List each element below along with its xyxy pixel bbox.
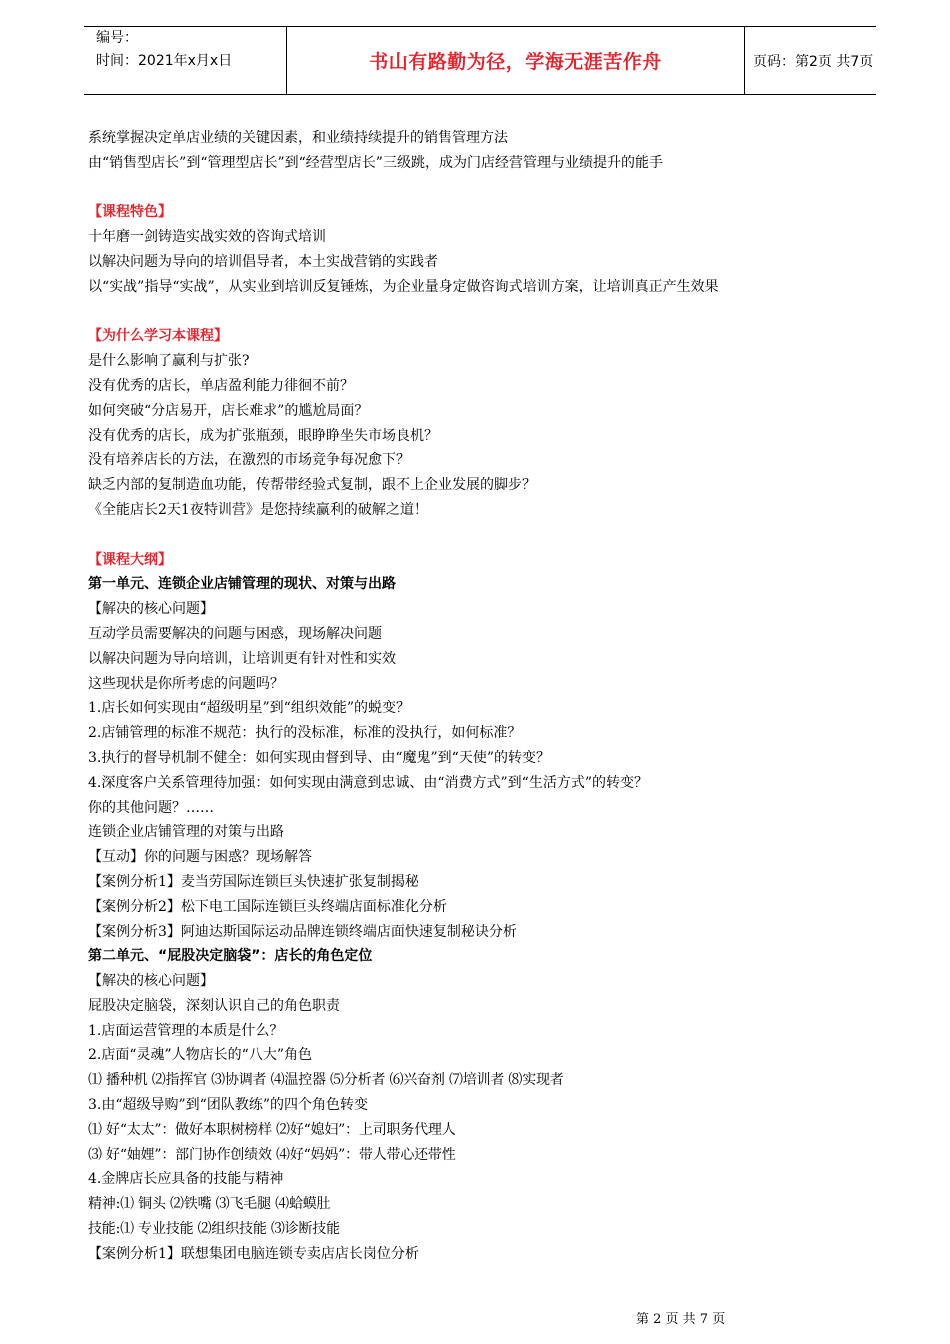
page-info: 页码：第2页 共7页 [753,53,874,70]
header-page-cell [745,27,876,94]
unit-1-line: 【案例分析3】阿迪达斯国际运动品牌连锁终端店面快速复制秘诀分析 [88,923,517,940]
unit-1-line: 这些现状是你所考虑的问题吗？ [88,675,284,692]
document-body [88,126,888,1267]
unit-2-line: 技能:⑴ 专业技能 ⑵组织技能 ⑶诊断技能 [88,1221,340,1238]
section-title-features: 【课程特色】 [88,204,172,221]
time-label: 时间：2021年x月x日 [96,53,233,69]
unit-2-line: 4.金牌店长应具备的技能与精神 [88,1171,284,1188]
unit-1-line: 以解决问题为导向培训，让培训更有针对性和实效 [88,650,396,667]
feature-line: 以解决问题为导向的培训倡导者，本土实战营销的实践者 [88,253,438,270]
why-line: 是什么影响了赢利与扩张? [88,353,250,370]
unit-2-line: 【案例分析1】联想集团电脑连锁专卖店店长岗位分析 [88,1245,419,1262]
section-title-outline: 【课程大纲】 [88,551,172,568]
unit-1-line: 互动学员需要解决的问题与困惑，现场解决问题 [88,625,382,642]
unit-2-line: 屁股决定脑袋，深刻认识自己的角色职责 [88,997,340,1014]
unit-2-line: ⑶ 好“妯娌”：部门协作创绩效 ⑷好“妈妈”：带人带心还带性 [88,1146,456,1163]
unit-2-line: ⑴ 播种机 ⑵指挥官 ⑶协调者 ⑷温控器 ⑸分析者 ⑹兴奋剂 ⑺培训者 ⑻实现者 [88,1072,564,1089]
unit-1-line: 【解决的核心问题】 [88,601,214,618]
unit-2-line: ⑴ 好“太太”：做好本职树榜样 ⑵好“媳妇”：上司职务代理人 [88,1121,456,1138]
why-line: 没有优秀的店长，单店盈利能力徘徊不前？ [88,377,354,394]
why-line: 没有培养店长的方法，在激烈的市场竞争每况愈下？ [88,452,410,469]
unit-2-line: 3.由“超级导购”到“团队教练”的四个角色转变 [88,1097,368,1114]
unit-1-line: 【案例分析1】麦当劳国际连锁巨头快速扩张复制揭秘 [88,873,419,890]
page-footer: 第 2 页 共 7 页 [636,1312,726,1327]
unit-1-line: 你的其他问题？…… [88,799,214,816]
unit-2-line: 精神:⑴ 铜头 ⑵铁嘴 ⑶飞毛腿 ⑷蛤蟆肚 [88,1196,331,1213]
unit-1-line: 【互动】你的问题与困惑？现场解答 [88,849,312,866]
why-line: 如何突破“分店易开，店长难求”的尴尬局面？ [88,402,369,419]
intro-line: 系统掌握决定单店业绩的关键因素，和业绩持续提升的销售管理方法 [88,130,508,146]
serial-label: 编号： [96,30,138,46]
intro-line: 由“销售型店长”到“管理型店长”到“经营型店长”三级跳，成为门店经营管理与业绩提升的能手 [88,154,663,171]
unit-2-line: 【解决的核心问题】 [88,973,214,990]
unit-1-line: 连锁企业店铺管理的对策与出路 [88,824,284,841]
feature-line: 以“实战”指导“实战”，从实业到培训反复锤炼，为企业量身定做咨询式培训方案，让培训真正产生效果 [88,278,719,295]
feature-line: 十年磨一剑铸造实战实效的咨询式培训 [88,229,326,246]
motto: 书山有路勤为径，学海无涯苦作舟 [369,51,662,73]
unit-1-line: 【案例分析2】松下电工国际连锁巨头终端店面标准化分析 [88,898,447,915]
unit-1-title: 第一单元、连锁企业店铺管理的现状、对策与出路 [88,576,396,593]
header-motto-cell [287,27,745,94]
unit-1-line: 2.店铺管理的标准不规范：执行的没标准，标准的没执行，如何标准？ [88,725,522,742]
why-line: 没有优秀的店长，成为扩张瓶颈，眼睁睁坐失市场良机？ [88,427,438,444]
unit-2-line: 2.店面“灵魂”人物店长的“八大”角色 [88,1047,312,1064]
unit-2-title: 第二单元、“屁股决定脑袋”：店长的角色定位 [88,948,373,965]
unit-1-line: 4.深度客户关系管理待加强：如何实现由满意到忠诚、由“消费方式”到“生活方式”的转变？ [88,774,648,791]
why-line: 缺乏内部的复制造血功能，传帮带经验式复制，跟不上企业发展的脚步？ [88,477,536,494]
page-header [84,26,876,95]
unit-2-line: 1.店面运营管理的本质是什么？ [88,1022,284,1039]
header-meta-cell [84,27,287,94]
unit-1-line: 3.执行的督导机制不健全：如何实现由督到导、由“魔鬼”到“天使”的转变？ [88,749,550,766]
unit-1-line: 1.店长如何实现由“超级明星”到“组织效能”的蜕变？ [88,700,410,717]
why-line: 《全能店长2天1夜特训营》是您持续赢利的破解之道！ [88,501,428,518]
section-title-why: 【为什么学习本课程】 [88,328,228,345]
